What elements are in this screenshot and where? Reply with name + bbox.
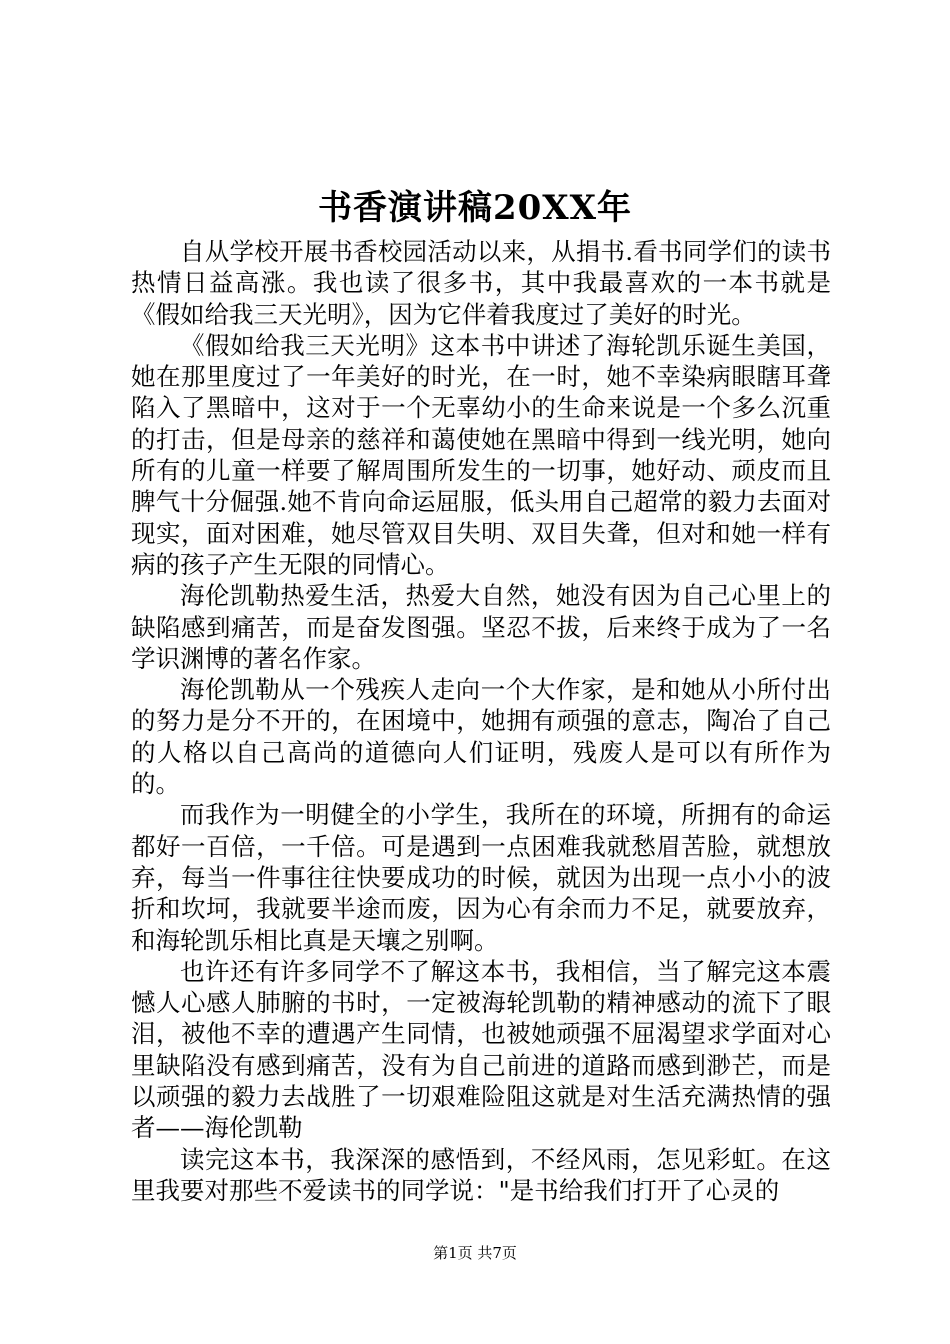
document-body [131,236,831,1206]
paragraph-7: 读完这本书，我深深的感悟到，不经风雨，怎见彩虹。在这里我要对那些不爱读书的同学说："是书给我们打开了心灵的 [131,1144,831,1205]
page-title: 书香演讲稿20XX年 [317,188,633,228]
paragraph-3: 海伦凯勒热爱生活，热爱大自然，她没有因为自己心里上的缺陷感到痛苦，而是奋发图强。坚忍不拔，后来终于成为了一名学识渊博的著名作家。 [131,581,831,673]
paragraph-5: 而我作为一明健全的小学生，我所在的环境，所拥有的命运都好一百倍，一千倍。可是遇到一点困难我就愁眉苦脸，就想放弃，每当一件事往往快要成功的时候，就因为出现一点小小的波折和坎坷，我就要半途而废，因为心有余而力不足，就要放弃，和海轮凯乐相比真是天壤之别啊。 [131,800,831,955]
paragraph-1: 自从学校开展书香校园活动以来，从捐书.看书同学们的读书热情日益高涨。我也读了很多书，其中我最喜欢的一本书就是《假如给我三天光明》，因为它伴着我度过了美好的时光。 [131,237,831,329]
paragraph-2: 《假如给我三天光明》这本书中讲述了海轮凯乐诞生美国，她在那里度过了一年美好的时光，在一时，她不幸染病眼瞎耳聋陷入了黑暗中，这对于一个无辜幼小的生命来说是一个多么沉重的打击，但是母亲的慈祥和蔼使她在黑暗中得到一线光明，她向所有的儿童一样要了解周围所发生的一切事，她好动、顽皮而且脾气十分倔强.她不肯向命运屈服，低头用自己超常的毅力去面对现实，面对困难，她尽管双目失明、双目失聋，但对和她一样有病的孩子产生无限的同情心。 [131,330,831,579]
paragraph-4: 海伦凯勒从一个残疾人走向一个大作家，是和她从小所付出的努力是分不开的，在困境中，她拥有顽强的意志，陶冶了自己的人格以自己高尚的道德向人们证明，残废人是可以有所作为的。 [131,675,831,799]
page-footer: 第1页 共7页 [433,1244,517,1262]
paragraph-6: 也许还有许多同学不了解这本书，我相信，当了解完这本震憾人心感人肺腑的书时，一定被海轮凯勒的精神感动的流下了眼泪，被他不幸的遭遇产生同情，也被她顽强不屈渴望求学面对心里缺陷没有感到痛苦，没有为自己前进的道路而感到渺芒，而是以顽强的毅力去战胜了一切艰难险阻这就是对生活充满热情的强者——海伦凯勒 [131,956,831,1143]
